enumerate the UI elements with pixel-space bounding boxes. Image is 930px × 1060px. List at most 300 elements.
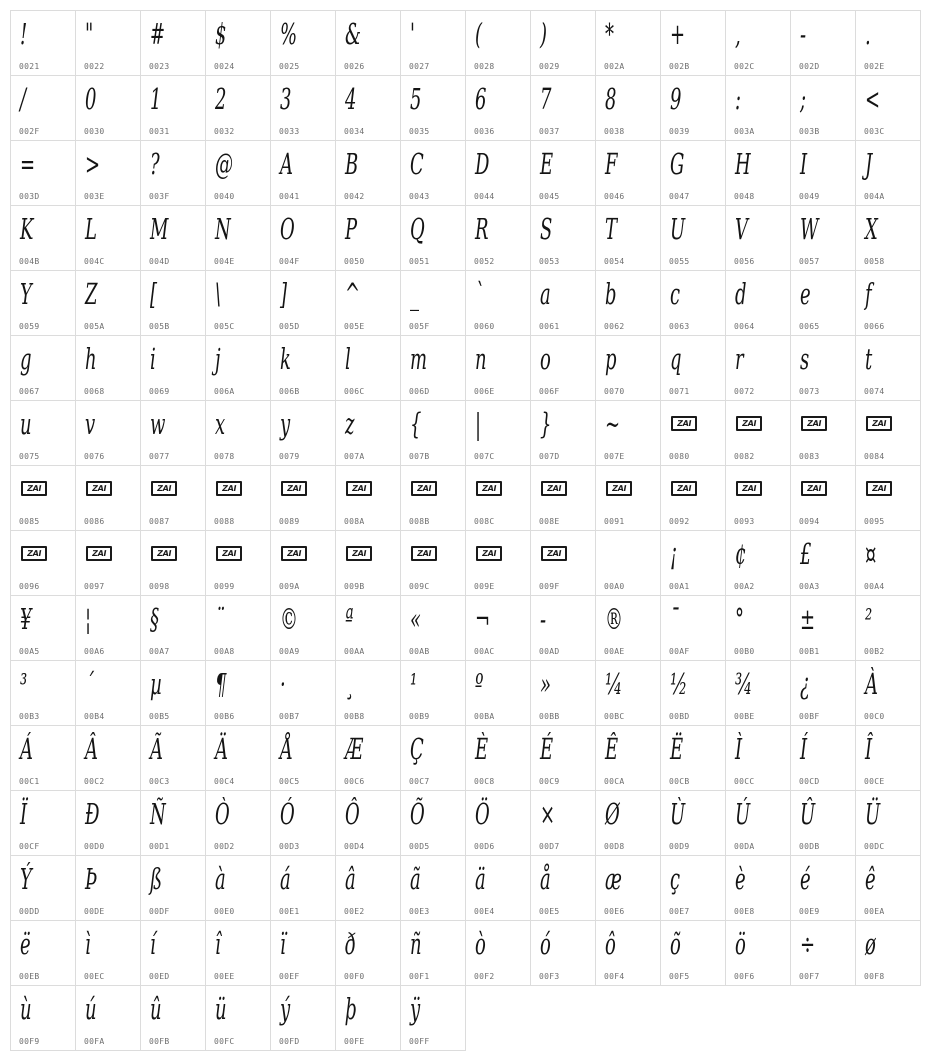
glyph-cell	[205, 270, 271, 336]
glyph-char: Ô	[345, 797, 360, 831]
glyph-cell	[205, 790, 271, 856]
glyph-char: Ì	[735, 732, 743, 766]
glyph-cell	[140, 140, 206, 206]
notdef-glyph-box	[21, 546, 47, 561]
glyph-code-label: 0038	[604, 127, 625, 136]
glyph-char: r	[735, 342, 744, 376]
glyph-char: =	[20, 147, 36, 181]
glyph-grid	[10, 10, 920, 1050]
glyph-code-label: 00A5	[19, 647, 40, 656]
glyph-cell	[660, 790, 726, 856]
glyph-char: 0	[85, 82, 97, 116]
glyph-char: J	[865, 147, 873, 181]
notdef-label: ZAI	[351, 483, 367, 493]
glyph-cell	[530, 660, 596, 726]
glyph-cell	[270, 75, 336, 141]
glyph-cell	[10, 530, 76, 596]
notdef-label: ZAI	[481, 483, 497, 493]
glyph-code-label: 00F8	[864, 972, 885, 981]
glyph-code-label: 00E9	[799, 907, 820, 916]
glyph-code-label: 0084	[864, 452, 885, 461]
glyph-cell	[10, 140, 76, 206]
notdef-label: ZAI	[546, 483, 562, 493]
glyph-code-label: 0069	[149, 387, 170, 396]
glyph-code-label: 00BB	[539, 712, 560, 721]
glyph-char: M	[150, 212, 169, 246]
glyph-char: g	[20, 342, 32, 376]
glyph-char: Æ	[345, 732, 363, 766]
glyph-char: p	[605, 342, 617, 376]
glyph-char: a	[540, 277, 551, 311]
glyph-char: Ó	[280, 797, 295, 831]
glyph-cell	[205, 140, 271, 206]
glyph-cell	[75, 530, 141, 596]
glyph-cell	[790, 400, 856, 466]
glyph-code-label: 0057	[799, 257, 820, 266]
glyph-code-label: 007C	[474, 452, 495, 461]
glyph-code-label: 005C	[214, 322, 235, 331]
glyph-cell	[530, 400, 596, 466]
glyph-char: Ø	[605, 797, 620, 831]
glyph-char: %	[280, 17, 298, 51]
glyph-char: ì	[85, 927, 91, 961]
glyph-cell	[10, 790, 76, 856]
glyph-code-label: 00AF	[669, 647, 690, 656]
glyph-char: N	[215, 212, 231, 246]
glyph-code-label: 0031	[149, 127, 170, 136]
notdef-label: ZAI	[741, 418, 757, 428]
glyph-char: y	[280, 407, 291, 441]
glyph-code-label: 00F7	[799, 972, 820, 981]
glyph-code-label: 002D	[799, 62, 820, 71]
glyph-char: í	[150, 927, 156, 961]
glyph-cell	[595, 205, 661, 271]
glyph-cell	[855, 140, 921, 206]
glyph-cell	[465, 595, 531, 661]
glyph-char: ^	[345, 277, 361, 311]
glyph-code-label: 006E	[474, 387, 495, 396]
glyph-cell	[725, 140, 791, 206]
glyph-char: ò	[475, 927, 486, 961]
notdef-label: ZAI	[156, 483, 172, 493]
notdef-glyph-box	[866, 481, 892, 496]
glyph-cell	[335, 855, 401, 921]
glyph-cell	[660, 335, 726, 401]
glyph-code-label: 0035	[409, 127, 430, 136]
glyph-code-label: 009C	[409, 582, 430, 591]
glyph-cell	[205, 725, 271, 791]
glyph-char: ½	[670, 667, 688, 701]
glyph-code-label: 0022	[84, 62, 105, 71]
glyph-cell	[75, 270, 141, 336]
glyph-code-label: 003A	[734, 127, 755, 136]
glyph-cell	[595, 920, 661, 986]
glyph-code-label: 0039	[669, 127, 690, 136]
glyph-char: H	[735, 147, 751, 181]
glyph-cell	[140, 400, 206, 466]
glyph-code-label: 00BA	[474, 712, 495, 721]
glyph-code-label: 0047	[669, 192, 690, 201]
glyph-code-label: 00A6	[84, 647, 105, 656]
glyph-char: Q	[410, 212, 425, 246]
glyph-code-label: 0043	[409, 192, 430, 201]
glyph-cell	[400, 595, 466, 661]
glyph-code-label: 0059	[19, 322, 40, 331]
glyph-cell	[335, 205, 401, 271]
glyph-cell	[465, 855, 531, 921]
glyph-code-label: 00A9	[279, 647, 300, 656]
glyph-cell	[10, 270, 76, 336]
glyph-cell	[530, 920, 596, 986]
glyph-cell	[660, 10, 726, 76]
glyph-cell	[140, 205, 206, 271]
glyph-char: Y	[20, 277, 32, 311]
glyph-code-label: 007A	[344, 452, 365, 461]
glyph-code-label: 0048	[734, 192, 755, 201]
glyph-char: >	[85, 147, 101, 181]
glyph-char: Ú	[735, 797, 751, 831]
glyph-cell	[140, 10, 206, 76]
glyph-code-label: 0076	[84, 452, 105, 461]
glyph-code-label: 0061	[539, 322, 560, 331]
glyph-cell	[790, 855, 856, 921]
notdef-glyph-box	[541, 546, 567, 561]
glyph-char: æ	[605, 862, 622, 896]
glyph-cell	[465, 400, 531, 466]
glyph-cell	[400, 985, 466, 1051]
glyph-code-label: 0078	[214, 452, 235, 461]
glyph-cell	[725, 660, 791, 726]
glyph-cell	[660, 205, 726, 271]
glyph-code-label: 0032	[214, 127, 235, 136]
glyph-char: V	[735, 212, 748, 246]
glyph-code-label: 0053	[539, 257, 560, 266]
glyph-cell	[335, 725, 401, 791]
glyph-char: ð	[345, 927, 356, 961]
glyph-char: Z	[85, 277, 98, 311]
glyph-code-label: 00FC	[214, 1037, 235, 1046]
glyph-code-label: 0065	[799, 322, 820, 331]
notdef-glyph-box	[411, 481, 437, 496]
glyph-char: q	[670, 342, 682, 376]
glyph-cell	[660, 75, 726, 141]
glyph-code-label: 00C5	[279, 777, 300, 786]
glyph-code-label: 00C9	[539, 777, 560, 786]
glyph-code-label: 00F9	[19, 1037, 40, 1046]
glyph-code-label: 004A	[864, 192, 885, 201]
glyph-cell	[595, 140, 661, 206]
glyph-char: ?	[150, 147, 160, 181]
glyph-char: ý	[280, 992, 291, 1026]
glyph-code-label: 00FB	[149, 1037, 170, 1046]
notdef-glyph-box	[541, 481, 567, 496]
glyph-code-label: 00C1	[19, 777, 40, 786]
glyph-cell	[270, 335, 336, 401]
notdef-label: ZAI	[286, 548, 302, 558]
glyph-cell	[725, 270, 791, 336]
glyph-char: ¯	[670, 602, 679, 636]
glyph-code-label: 0089	[279, 517, 300, 526]
glyph-char: Ò	[215, 797, 230, 831]
glyph-cell	[530, 10, 596, 76]
glyph-cell	[855, 270, 921, 336]
glyph-cell	[140, 270, 206, 336]
glyph-cell	[400, 660, 466, 726]
glyph-cell	[400, 10, 466, 76]
glyph-cell	[855, 595, 921, 661]
glyph-cell	[400, 335, 466, 401]
glyph-code-label: 0055	[669, 257, 690, 266]
glyph-code-label: 00C2	[84, 777, 105, 786]
notdef-label: ZAI	[806, 483, 822, 493]
glyph-code-label: 00CF	[19, 842, 40, 851]
glyph-char: û	[150, 992, 162, 1026]
glyph-code-label: 00E4	[474, 907, 495, 916]
notdef-glyph-box	[801, 416, 827, 431]
glyph-cell	[140, 725, 206, 791]
glyph-cell	[400, 530, 466, 596]
glyph-code-label: 00E6	[604, 907, 625, 916]
glyph-code-label: 006B	[279, 387, 300, 396]
glyph-cell	[530, 140, 596, 206]
glyph-cell	[530, 790, 596, 856]
glyph-code-label: 0068	[84, 387, 105, 396]
glyph-code-label: 00B3	[19, 712, 40, 721]
glyph-char: á	[280, 862, 291, 896]
glyph-code-label: 00B2	[864, 647, 885, 656]
glyph-code-label: 00F5	[669, 972, 690, 981]
glyph-char: n	[475, 342, 487, 376]
glyph-char: è	[735, 862, 746, 896]
glyph-code-label: 00F2	[474, 972, 495, 981]
glyph-code-label: 0066	[864, 322, 885, 331]
notdef-label: ZAI	[286, 483, 302, 493]
glyph-char: È	[475, 732, 489, 766]
glyph-char: Â	[85, 732, 98, 766]
glyph-cell	[465, 140, 531, 206]
glyph-char: ê	[865, 862, 876, 896]
glyph-cell	[10, 400, 76, 466]
glyph-char: ö	[735, 927, 746, 961]
glyph-cell	[205, 10, 271, 76]
glyph-char: -	[800, 17, 807, 51]
glyph-code-label: 0067	[19, 387, 40, 396]
glyph-code-label: 0023	[149, 62, 170, 71]
glyph-cell	[270, 985, 336, 1051]
notdef-glyph-box	[476, 481, 502, 496]
glyph-cell	[400, 140, 466, 206]
glyph-char: /	[20, 82, 27, 116]
glyph-char: ¢	[735, 537, 747, 571]
glyph-code-label: 0024	[214, 62, 235, 71]
notdef-label: ZAI	[676, 418, 692, 428]
glyph-cell	[335, 270, 401, 336]
glyph-char: þ	[345, 992, 357, 1026]
glyph-code-label: 005B	[149, 322, 170, 331]
notdef-glyph-box	[476, 546, 502, 561]
glyph-code-label: 00DD	[19, 907, 40, 916]
glyph-cell	[725, 920, 791, 986]
glyph-cell	[595, 660, 661, 726]
glyph-code-label: 0082	[734, 452, 755, 461]
notdef-glyph-box	[866, 416, 892, 431]
glyph-char: 1	[150, 82, 162, 116]
glyph-cell	[790, 530, 856, 596]
glyph-cell	[855, 465, 921, 531]
glyph-code-label: 0041	[279, 192, 300, 201]
glyph-code-label: 00B0	[734, 647, 755, 656]
glyph-char: ¹	[410, 667, 418, 701]
notdef-glyph-box	[411, 546, 437, 561]
glyph-code-label: 00BC	[604, 712, 625, 721]
glyph-code-label: 0054	[604, 257, 625, 266]
glyph-cell	[270, 270, 336, 336]
glyph-cell	[855, 205, 921, 271]
glyph-code-label: 0099	[214, 582, 235, 591]
glyph-cell	[75, 140, 141, 206]
glyph-cell	[205, 920, 271, 986]
glyph-code-label: 008B	[409, 517, 430, 526]
glyph-char: 5	[410, 82, 422, 116]
glyph-char: ,	[735, 17, 741, 51]
glyph-code-label: 00A1	[669, 582, 690, 591]
glyph-char: ¾	[735, 667, 753, 701]
glyph-cell	[10, 10, 76, 76]
glyph-char: Î	[865, 732, 873, 766]
glyph-char: @	[215, 147, 233, 181]
glyph-code-label: 00D2	[214, 842, 235, 851]
glyph-char: 9	[670, 82, 682, 116]
glyph-char: B	[345, 147, 359, 181]
glyph-code-label: 0044	[474, 192, 495, 201]
glyph-char: ä	[475, 862, 486, 896]
glyph-code-label: 00CC	[734, 777, 755, 786]
glyph-char: d	[735, 277, 747, 311]
glyph-char: z	[345, 407, 355, 441]
glyph-cell	[140, 790, 206, 856]
notdef-glyph-box	[346, 481, 372, 496]
glyph-code-label: 00DE	[84, 907, 105, 916]
glyph-char: c	[670, 277, 681, 311]
glyph-cell	[660, 465, 726, 531]
glyph-code-label: 002A	[604, 62, 625, 71]
glyph-cell	[335, 660, 401, 726]
glyph-code-label: 0042	[344, 192, 365, 201]
glyph-code-label: 008A	[344, 517, 365, 526]
glyph-char: Ä	[215, 732, 228, 766]
glyph-code-label: 005F	[409, 322, 430, 331]
glyph-char: ¨	[215, 602, 224, 636]
glyph-cell	[465, 75, 531, 141]
glyph-char: ´	[85, 667, 94, 701]
glyph-cell	[725, 725, 791, 791]
notdef-label: ZAI	[806, 418, 822, 428]
glyph-char: Õ	[410, 797, 425, 831]
glyph-cell	[75, 920, 141, 986]
glyph-cell	[660, 920, 726, 986]
glyph-cell	[205, 465, 271, 531]
glyph-char: ¤	[865, 537, 877, 571]
notdef-glyph-box	[671, 481, 697, 496]
glyph-cell	[205, 400, 271, 466]
notdef-glyph-box	[21, 481, 47, 496]
glyph-cell	[335, 985, 401, 1051]
glyph-cell	[855, 400, 921, 466]
glyph-cell	[335, 400, 401, 466]
glyph-cell	[75, 10, 141, 76]
glyph-char: "	[85, 17, 94, 51]
glyph-char: ©	[280, 602, 298, 636]
glyph-char: Ï	[20, 797, 28, 831]
glyph-char: $	[215, 17, 227, 51]
notdef-glyph-box	[736, 481, 762, 496]
glyph-cell	[400, 205, 466, 271]
glyph-cell	[205, 75, 271, 141]
glyph-char: D	[475, 147, 490, 181]
glyph-code-label: 00CD	[799, 777, 820, 786]
glyph-code-label: 00E5	[539, 907, 560, 916]
glyph-cell	[205, 855, 271, 921]
glyph-cell	[465, 465, 531, 531]
glyph-code-label: 00F1	[409, 972, 430, 981]
glyph-char: :	[735, 82, 742, 116]
glyph-code-label: 009E	[474, 582, 495, 591]
notdef-label: ZAI	[871, 483, 887, 493]
glyph-char: ¡	[670, 537, 678, 571]
glyph-code-label: 00C6	[344, 777, 365, 786]
glyph-code-label: 0045	[539, 192, 560, 201]
glyph-code-label: 0097	[84, 582, 105, 591]
notdef-glyph-box	[151, 546, 177, 561]
glyph-char: 8	[605, 82, 617, 116]
glyph-cell	[400, 400, 466, 466]
glyph-code-label: 0026	[344, 62, 365, 71]
glyph-cell	[400, 855, 466, 921]
glyph-code-label: 0025	[279, 62, 300, 71]
glyph-cell	[140, 985, 206, 1051]
glyph-cell	[790, 205, 856, 271]
notdef-label: ZAI	[91, 548, 107, 558]
glyph-char: ã	[410, 862, 421, 896]
glyph-cell	[270, 790, 336, 856]
glyph-code-label: 008C	[474, 517, 495, 526]
glyph-cell	[205, 660, 271, 726]
notdef-label: ZAI	[91, 483, 107, 493]
glyph-cell	[205, 595, 271, 661]
glyph-code-label: 00A4	[864, 582, 885, 591]
glyph-char: ç	[670, 862, 681, 896]
glyph-cell	[595, 530, 661, 596]
glyph-char: »	[540, 667, 552, 701]
glyph-code-label: 00E2	[344, 907, 365, 916]
glyph-cell	[75, 335, 141, 401]
glyph-code-label: 003C	[864, 127, 885, 136]
glyph-code-label: 003D	[19, 192, 40, 201]
glyph-cell	[595, 855, 661, 921]
glyph-code-label: 00C7	[409, 777, 430, 786]
glyph-char: ±	[800, 602, 816, 636]
glyph-char: e	[800, 277, 811, 311]
glyph-cell	[790, 270, 856, 336]
glyph-char: £	[800, 537, 812, 571]
glyph-char: ¦	[85, 602, 92, 636]
glyph-char: 4	[345, 82, 357, 116]
glyph-code-label: 0079	[279, 452, 300, 461]
glyph-cell	[660, 660, 726, 726]
glyph-code-label: 0056	[734, 257, 755, 266]
glyph-char: k	[280, 342, 291, 376]
glyph-cell	[10, 205, 76, 271]
